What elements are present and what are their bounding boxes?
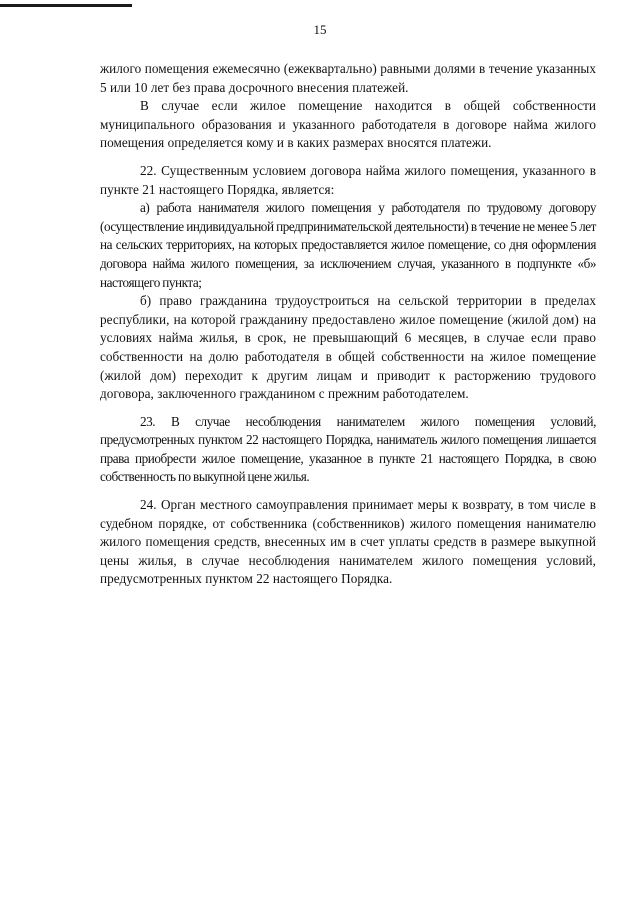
paragraph-shared-ownership: В случае если жилое помещение находится в общей собственности муниципального образования и указанного работодателя в договоре найма жилого помещения определяется кому и в каких размерах вносятся платежи. (100, 98, 596, 151)
paragraph-clause-23: 23. В случае несоблюдения нанимателем жилого помещения условий, предусмотренных пунктом 22 настоящего Порядка, наниматель жилого помещения лишается права приобрести жилое помещение, указанное в пункте 21 настоящего Порядка, в свою собственность по выкупной цене жилья. (100, 413, 596, 485)
page-number: 15 (313, 22, 327, 37)
paragraph-clause-22-b: б) право гражданина трудоустроиться на сельской территории в пределах республики, на которой гражданину предоставлено жилое помещение (жилой дом) на условиях найма жилья, в срок, не превышающий 6 месяцев, в случае если право собственности на долю работодателя в общей собственности на жилое помещение (жилой дом) переходит к другим лицам и приводит к расторжению трудового договора, заключенного гражданином с прежним работодателем. (100, 293, 596, 402)
paragraph-payment-continuation: жилого помещения ежемесячно (ежеквартально) равными долями в течение указанных 5 или 10 лет без права досрочного внесения платежей. (100, 61, 596, 95)
paragraph-clause-24: 24. Орган местного самоуправления принимает меры к возврату, в том числе в судебном порядке, от собственника (собственников) жилого помещения нанимателю жилого помещения средств, внесенных им в счет уплаты средств в размере выкупной цены жилья, в случае несоблюдения нанимателем жилого помещения условий, предусмотренных пунктом 22 настоящего Порядка. (100, 497, 596, 587)
paragraph-clause-22: 22. Существенным условием договора найма жилого помещения, указанного в пункте 21 настоящего Порядка, является: (100, 162, 596, 197)
document-body (100, 60, 596, 589)
paragraph-clause-22-a: а) работа нанимателя жилого помещения у работодателя по трудовому договору (осуществление индивидуальной предпринимательской деятельности) в течение не менее 5 лет на сельских территориях, на которых предоставляется жилое помещение, со дня оформления договора найма жилого помещения, за исключением случая, указанного в подпункте «б» настоящего пункта; (100, 200, 596, 290)
scan-edge-mark (0, 4, 132, 7)
